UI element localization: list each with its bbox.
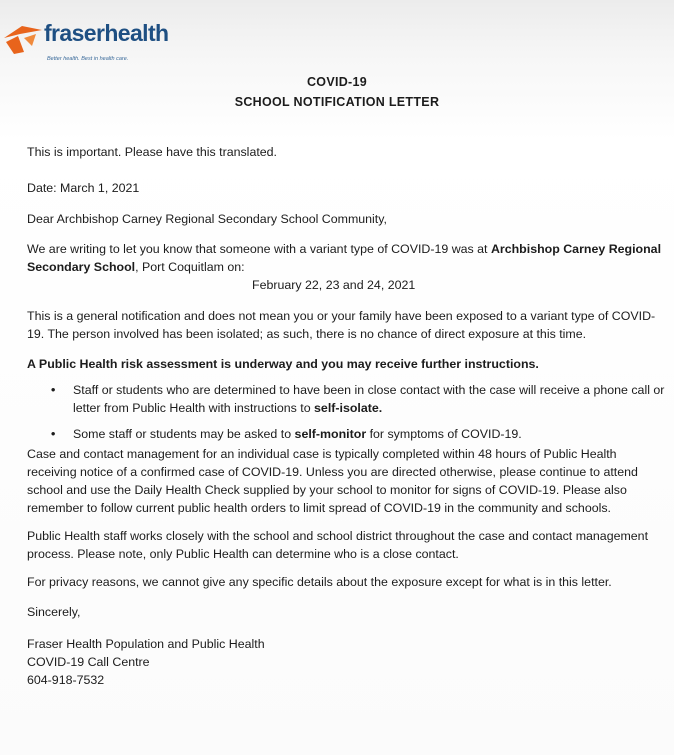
signature-line2: COVID-19 Call Centre — [27, 655, 150, 669]
fraser-health-swoosh-icon — [2, 20, 48, 60]
intro-after: , Port Coquitlam on: — [135, 260, 245, 274]
list-item — [27, 381, 667, 417]
signature-line1: Fraser Health Population and Public Health — [27, 637, 265, 651]
letter-date: Date: March 1, 2021 — [27, 181, 140, 195]
instructions-list — [27, 381, 667, 443]
brand-wordmark — [44, 20, 168, 47]
brand-rest: health — [104, 20, 169, 46]
letter-body — [27, 143, 667, 689]
salutation: Dear Archbishop Carney Regional Secondary School Community, — [27, 212, 387, 226]
bullet2-after: for symptoms of COVID-19. — [366, 427, 522, 441]
intro-before: We are writing to let you know that someone with a variant type of COVID-19 was at — [27, 242, 491, 256]
exposure-dates: February 22, 23 and 24, 2021 — [252, 278, 416, 292]
fraser-health-logo — [2, 16, 172, 68]
bullet2-before: Some staff or students may be asked to — [73, 427, 295, 441]
list-item — [27, 425, 667, 443]
general-notice: This is a general notification and does not mean you or your family have been exposed to a variant type of COVID-19. The person involved has been isolated; as such, there is no chance of direct exposure at this time. — [27, 309, 656, 341]
translate-notice: This is important. Please have this translated. — [27, 145, 277, 159]
bullet1-bold: self-isolate. — [314, 401, 383, 415]
bullet-icon: • — [51, 383, 56, 397]
bullet1-text: Staff or students who are determined to have been in close contact with the case will receive a phone call or letter from Public Health with instructions to — [73, 383, 665, 415]
case-management-paragraph: Case and contact management for an individual case is typically completed within 48 hours of Public Health receiving notice of a confirmed case of COVID-19. Unless you are directed otherwise, please continue to attend school and use the Daily Health Check supplied by your school to monitor for signs of COVID-19. Please also remember to follow current public health orders to limit spread of COVID-19 in the community and schools. — [27, 447, 638, 515]
phone-number: 604-918-7532 — [27, 673, 105, 687]
brand-tagline: Better health. Best in health care. — [47, 56, 129, 62]
risk-heading-text: A Public Health risk assessment is underway and you may receive further instructions. — [27, 357, 539, 371]
risk-heading — [27, 355, 667, 373]
brand-bold: fraser — [44, 20, 105, 46]
signature-block — [27, 635, 667, 689]
intro-paragraph — [27, 240, 667, 276]
letter-subtitle: SCHOOL NOTIFICATION LETTER — [234, 95, 440, 109]
school-name: Archbishop Carney Regional Secondary School — [27, 242, 662, 274]
closing: Sincerely, — [27, 605, 81, 619]
privacy-paragraph: For privacy reasons, we cannot give any specific details about the exposure except for what is in this letter. — [27, 575, 612, 589]
collaboration-paragraph: Public Health staff works closely with the school and school district throughout the case and contact management process. Please note, only Public Health can determine who is a close contact. — [27, 529, 649, 561]
bullet-icon: • — [51, 427, 56, 441]
bullet2-bold: self-monitor — [294, 427, 367, 441]
letter-title: COVID-19 — [306, 75, 368, 89]
